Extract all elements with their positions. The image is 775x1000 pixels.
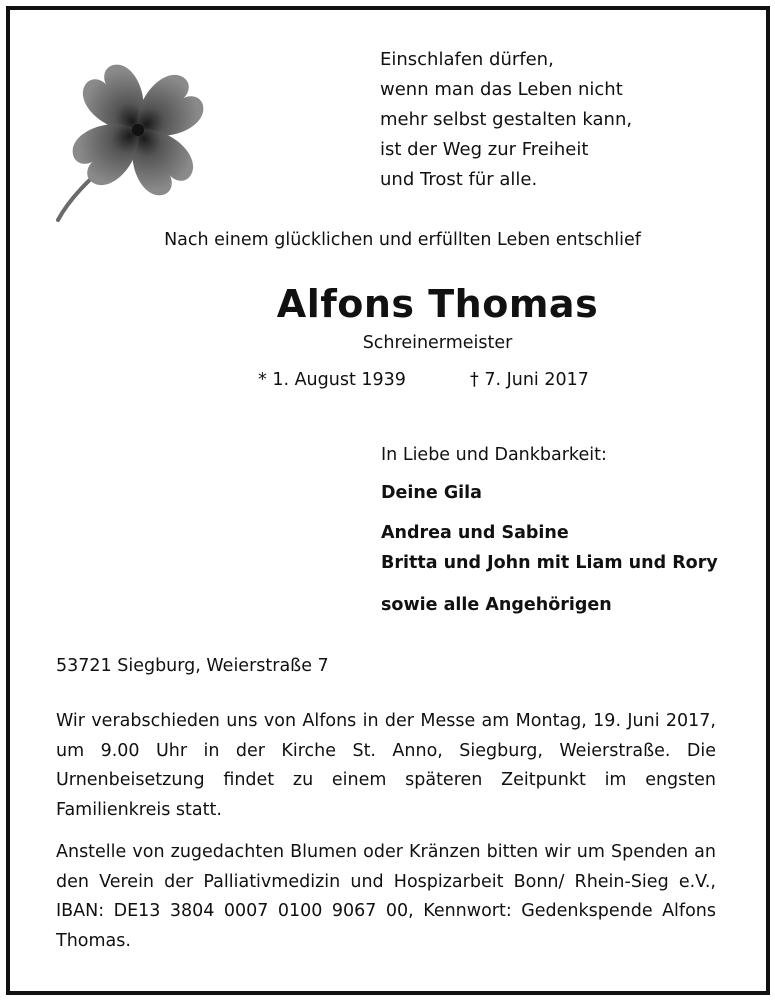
intro-text: Nach einem glücklichen und erfüllten Leben entschlief bbox=[164, 230, 641, 250]
poem-line: Einschlafen dürfen, bbox=[380, 49, 554, 70]
death-date: † 7. Juni 2017 bbox=[470, 370, 589, 390]
donation-paragraph: Anstelle von zugedachten Blumen oder Kränzen bitten wir um Spenden an den Verein der Palliativmedizin und Hospizarbeit Bonn/ Rhein-Sieg e.V., IBAN: DE13 3804 0007 0100 9067 00, Kennwort: Gedenkspende Alfons Thomas. bbox=[56, 842, 716, 951]
mourners-block bbox=[381, 442, 718, 620]
mourner-children: Andrea und Sabine bbox=[381, 523, 569, 543]
poem-line: wenn man das Leben nicht bbox=[380, 79, 623, 100]
deceased-name: Alfons Thomas bbox=[276, 282, 599, 326]
mourner-children: Britta und John mit Liam und Rory bbox=[381, 553, 718, 573]
address: 53721 Siegburg, Weierstraße 7 bbox=[56, 656, 329, 676]
service-paragraph: Wir verabschieden uns von Alfons in der Messe am Montag, 19. Juni 2017, um 9.00 Uhr in der Kirche St. Anno, Siegburg, Weierstraße. Die Urnenbeisetzung findet zu einem späteren Zeitpunkt im engsten Familienkreis statt. bbox=[56, 711, 716, 820]
mourners-heading: In Liebe und Dankbarkeit: bbox=[381, 445, 607, 465]
mourner-spouse: Deine Gila bbox=[381, 483, 482, 503]
poem-line: ist der Weg zur Freiheit bbox=[380, 139, 589, 160]
mourner-others: sowie alle Angehörigen bbox=[381, 595, 612, 615]
poem bbox=[380, 45, 632, 195]
birth-date: * 1. August 1939 bbox=[258, 370, 406, 390]
poem-line: mehr selbst gestalten kann, bbox=[380, 109, 633, 130]
poem-line: und Trost für alle. bbox=[380, 169, 538, 190]
profession: Schreinermeister bbox=[362, 333, 513, 353]
four-leaf-clover-icon bbox=[50, 38, 220, 223]
